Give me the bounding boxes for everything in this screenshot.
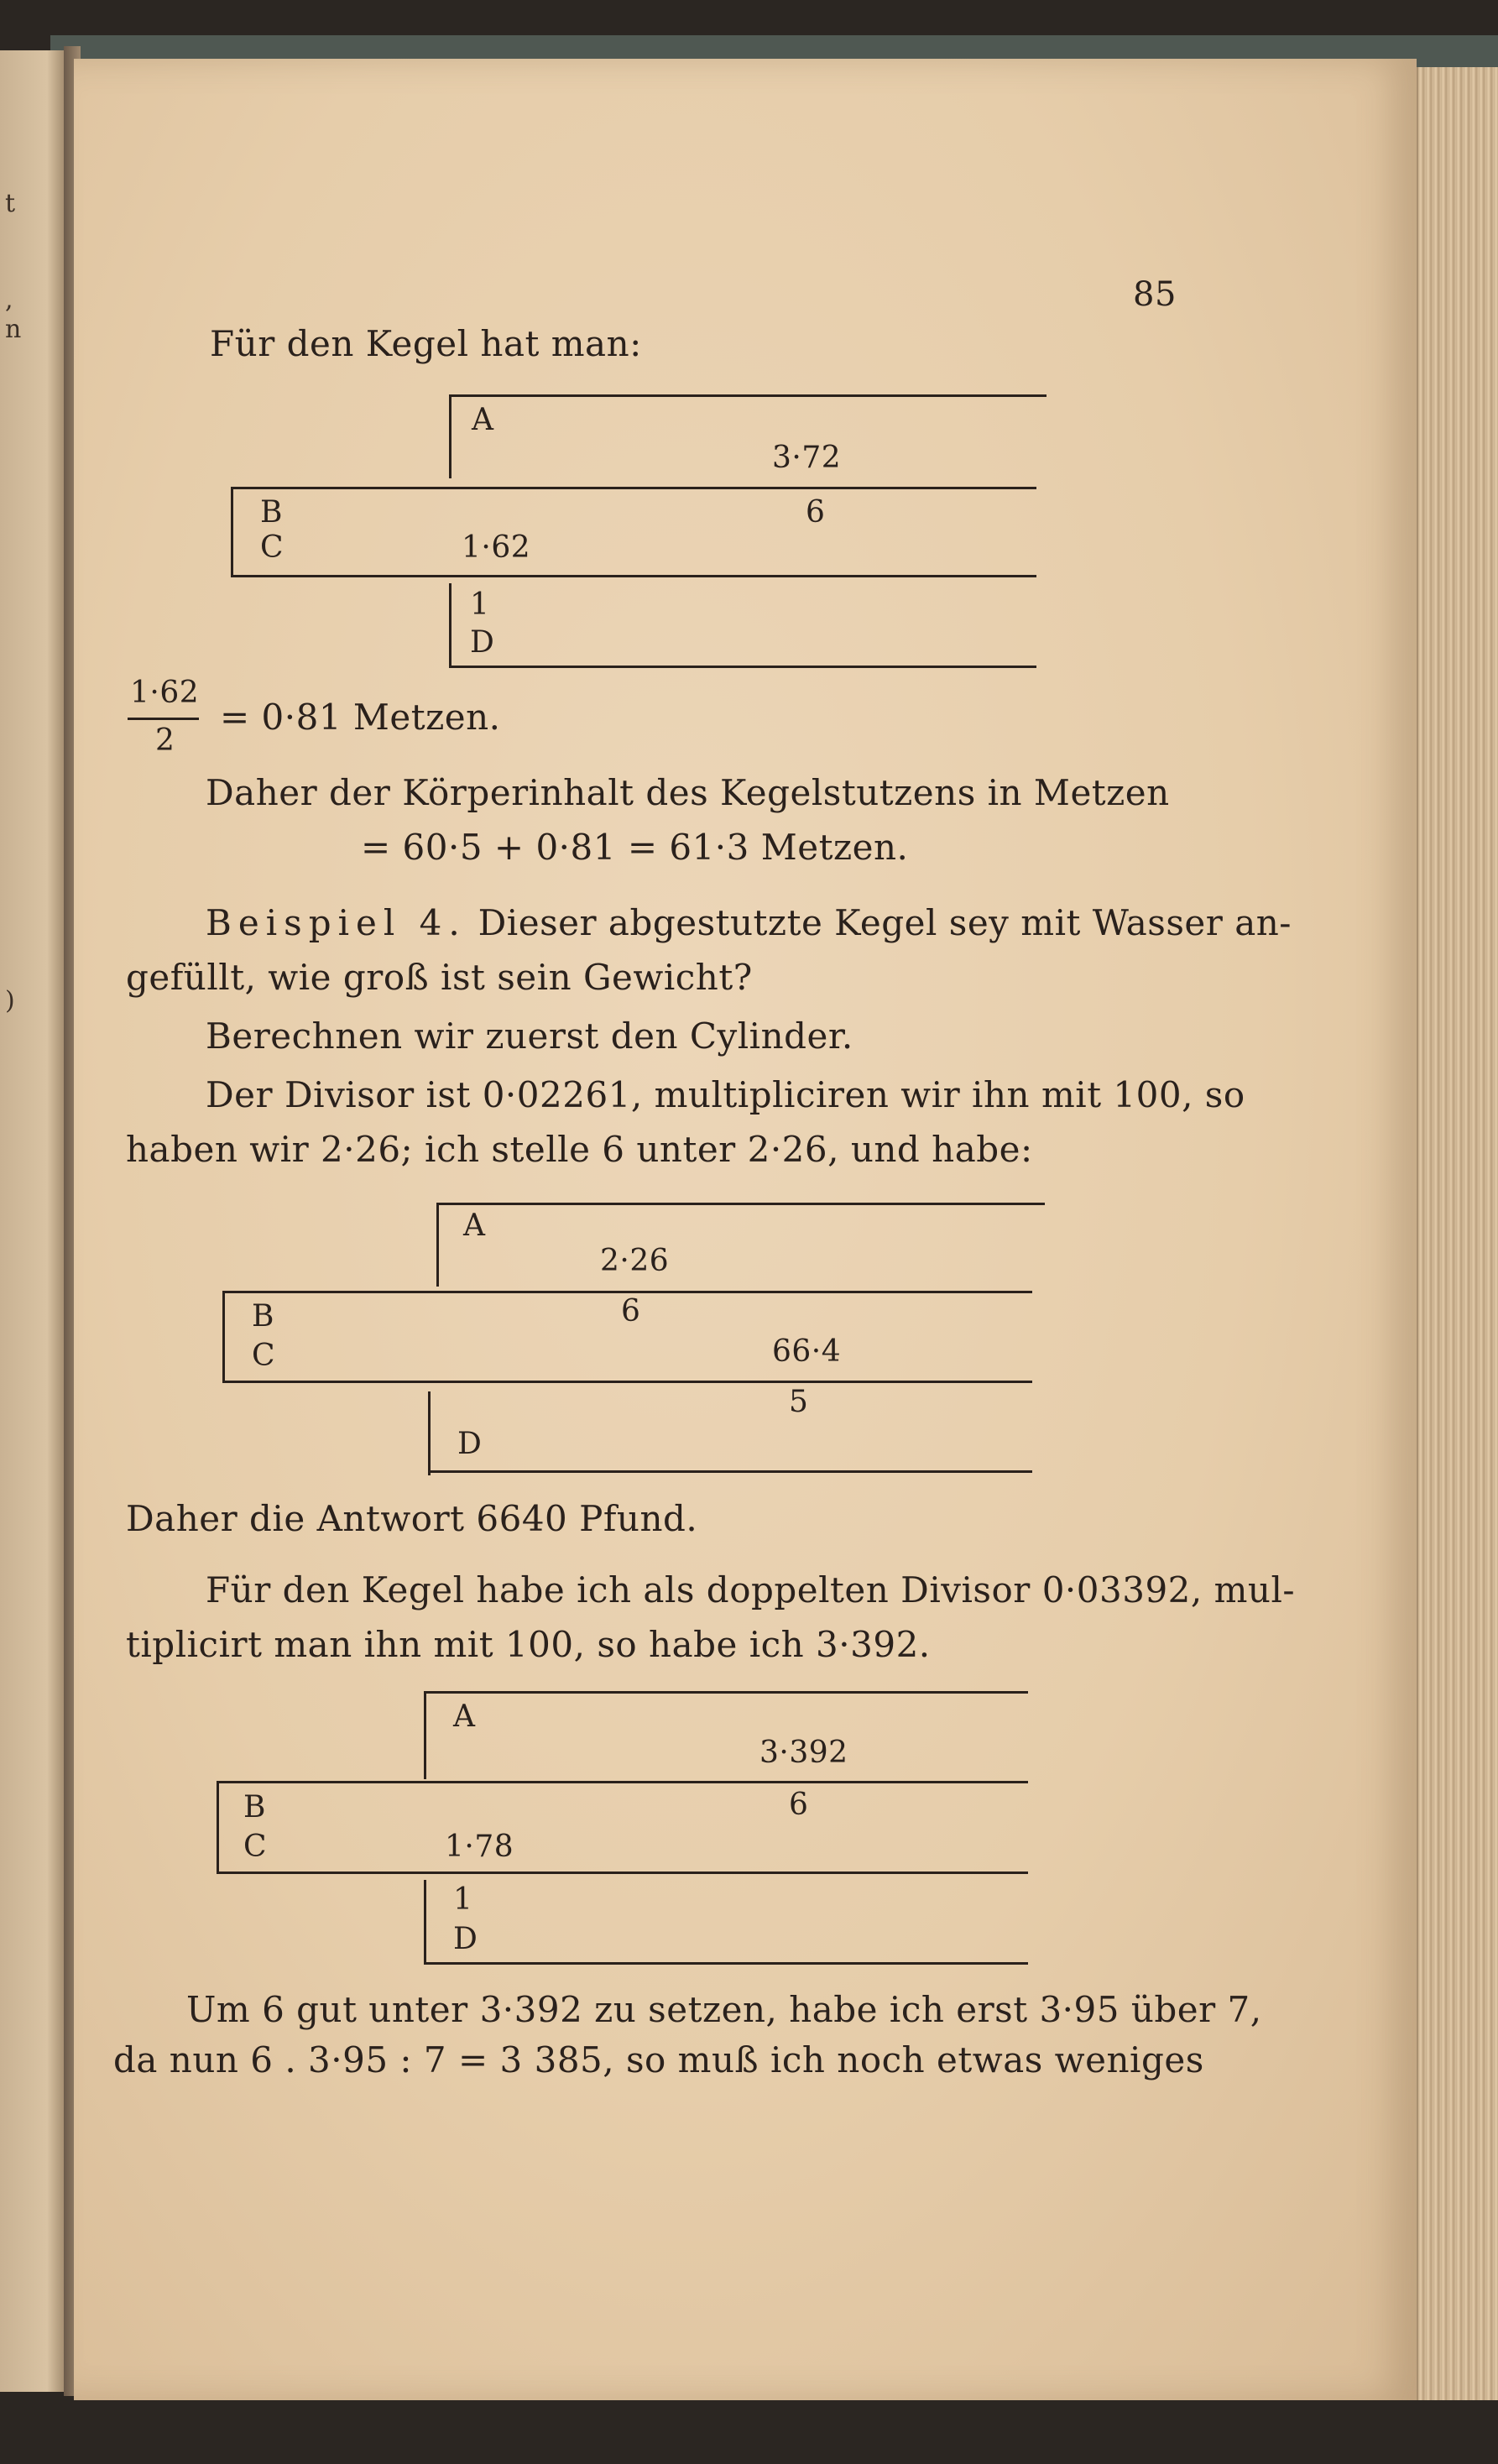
- text-line: Für den Kegel habe ich als doppelten Divisor 0·03392, mul-: [206, 1569, 1296, 1610]
- rule: [428, 1391, 431, 1475]
- text-line: Für den Kegel hat man:: [210, 323, 642, 364]
- value: 3·72: [772, 441, 842, 475]
- label-d: D: [457, 1427, 483, 1461]
- margin-fragment: ,: [5, 285, 13, 315]
- label-b: B: [252, 1299, 274, 1334]
- example-heading: Beispiel 4.: [206, 902, 467, 943]
- text-line: = 0·81 Metzen.: [220, 697, 501, 738]
- text-span: Dieser abgestutzte Kegel sey mit Wasser an-: [478, 902, 1292, 943]
- fraction-bar: [128, 718, 199, 720]
- text-line: Um 6 gut unter 3·392 zu setzen, habe ich erst 3·95 über 7,: [186, 1989, 1262, 2030]
- margin-fragment: ): [5, 986, 15, 1015]
- text-line: gefüllt, wie groß ist sein Gewicht?: [126, 957, 753, 998]
- rule: [449, 583, 451, 667]
- rule: [449, 666, 1036, 668]
- rule: [449, 394, 1047, 397]
- value: 1·62: [462, 530, 531, 565]
- rule: [222, 1381, 1032, 1383]
- rule: [231, 487, 233, 575]
- value: 3·392: [759, 1736, 848, 1770]
- rule: [424, 1962, 1028, 1965]
- text-line: tiplicirt man ihn mit 100, so habe ich 3·392.: [126, 1624, 931, 1665]
- rule: [222, 1291, 225, 1383]
- margin-fragment: n: [5, 315, 22, 344]
- rule: [424, 1691, 426, 1779]
- label-c: C: [260, 530, 284, 565]
- label-c: C: [243, 1830, 268, 1864]
- value: 1: [453, 1882, 473, 1917]
- label-a: A: [472, 403, 494, 437]
- label-d: D: [453, 1922, 478, 1956]
- value: 6: [789, 1788, 809, 1822]
- value: 66·4: [772, 1334, 842, 1369]
- text-line: Daher der Körperinhalt des Kegelstutzens in Metzen: [206, 772, 1170, 813]
- rule: [222, 1291, 1032, 1293]
- value: 2·26: [600, 1244, 670, 1278]
- label-a: A: [453, 1699, 476, 1734]
- label-c: C: [252, 1339, 276, 1373]
- rule: [436, 1203, 1045, 1205]
- text-line: Daher die Antwort 6640 Pfund.: [126, 1498, 698, 1539]
- rule: [231, 575, 1036, 577]
- text-line: da nun 6 . 3·95 : 7 = 3 385, so muß ich noch etwas weniges: [113, 2039, 1204, 2080]
- rule: [231, 487, 1036, 489]
- fraction-denominator: 2: [155, 723, 175, 758]
- label-a: A: [463, 1209, 486, 1243]
- text-line: Berechnen wir zuerst den Cylinder.: [206, 1015, 853, 1057]
- rule: [217, 1871, 1028, 1874]
- rule: [217, 1781, 1028, 1783]
- rule: [449, 394, 451, 478]
- text-line: = 60·5 + 0·81 = 61·3 Metzen.: [361, 827, 909, 868]
- label-b: B: [260, 495, 283, 530]
- rule: [424, 1880, 426, 1964]
- label-d: D: [470, 625, 495, 660]
- fraction-numerator: 1·62: [130, 676, 200, 710]
- rule: [424, 1691, 1028, 1694]
- text-line: [206, 902, 1292, 943]
- value: 5: [789, 1385, 809, 1419]
- text-line: haben wir 2·26; ich stelle 6 unter 2·26, und habe:: [126, 1129, 1033, 1170]
- value: 1·78: [445, 1830, 514, 1864]
- rule: [217, 1781, 219, 1873]
- left-page-edge: [0, 50, 67, 2392]
- value: 1: [470, 587, 490, 622]
- rule: [436, 1203, 439, 1287]
- text-line: Der Divisor ist 0·02261, multipliciren wir ihn mit 100, so: [206, 1074, 1245, 1115]
- margin-fragment: t: [5, 189, 16, 218]
- page-number: 85: [1133, 275, 1177, 314]
- value: 6: [806, 495, 826, 530]
- label-b: B: [243, 1790, 266, 1825]
- rule: [428, 1470, 1032, 1473]
- value: 6: [621, 1294, 641, 1329]
- page-edges: [1417, 67, 1498, 2400]
